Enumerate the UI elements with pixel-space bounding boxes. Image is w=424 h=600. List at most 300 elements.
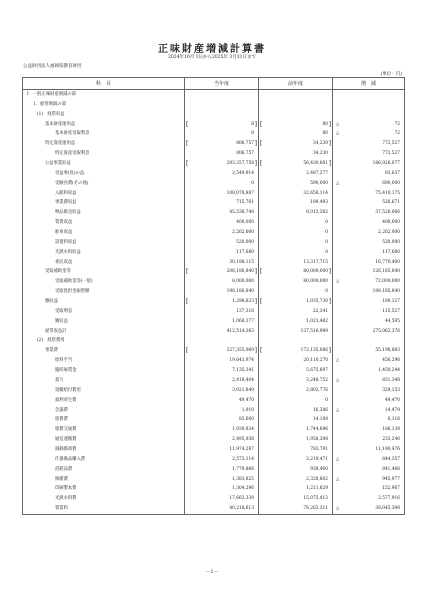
previous-year-amount: 0 (325, 289, 328, 295)
previous-year-amount: 3,248,752 (306, 377, 328, 383)
difference-value (333, 494, 405, 504)
difference-amount: 198,185,840 (372, 289, 400, 295)
table-row (23, 317, 405, 327)
previous-year-amount: 22,341 (312, 308, 328, 314)
current-year-value (185, 139, 259, 149)
previous-year-amount: 938,400 (310, 466, 328, 472)
previous-year-value (259, 504, 333, 514)
table-row (23, 198, 405, 208)
difference-amount: 49,470 (384, 397, 400, 403)
previous-year-value (259, 100, 333, 110)
current-year-value (185, 267, 259, 277)
current-year-value (185, 129, 259, 139)
current-year-value (185, 228, 259, 238)
current-year-value (185, 494, 259, 504)
previous-year-amount: 78,263,311 (303, 506, 328, 512)
previous-year-value (259, 406, 333, 416)
current-year-value (185, 336, 259, 346)
header-account: 科 目 (23, 78, 185, 90)
difference-value (333, 435, 405, 445)
table-row (23, 139, 405, 149)
current-year-value (185, 435, 259, 445)
current-year-amount: 806,757 (236, 151, 254, 157)
current-year-amount: 1,910 (241, 407, 254, 413)
table-row (23, 90, 405, 100)
previous-year-amount: 172,135,086 (300, 348, 328, 354)
table-row (23, 376, 405, 386)
previous-year-amount: 80 (322, 131, 328, 137)
bracket-open: [ (186, 268, 189, 276)
previous-year-amount: 1,958,398 (306, 437, 328, 443)
difference-value (333, 287, 405, 297)
current-year-amount: 49,470 (238, 397, 254, 403)
difference-value (333, 258, 405, 268)
previous-year-value (259, 218, 333, 228)
table-row (23, 307, 405, 317)
current-year-value (185, 189, 259, 199)
header-current-year: 当年度 (185, 78, 259, 90)
current-year-value (185, 218, 259, 228)
account-name: 雑収益 (23, 317, 185, 327)
decrease-triangle-icon: △ (336, 279, 340, 285)
current-year-amount: 400,000 (236, 220, 254, 226)
difference-value (333, 100, 405, 110)
previous-year-value (259, 445, 333, 455)
previous-year-value (259, 455, 333, 465)
previous-year-amount: 80,000,000 (303, 269, 328, 275)
current-year-amount: 1,779,866 (232, 466, 254, 472)
account-name: 給料手当 (23, 356, 185, 366)
difference-value (333, 179, 405, 189)
account-name: 退職給付費用 (23, 386, 185, 396)
statement-table (22, 77, 405, 515)
table-row (23, 189, 405, 199)
table-row (23, 475, 405, 485)
account-name: 受益事(負)の益 (23, 169, 185, 179)
account-name: 事業費 (23, 346, 185, 356)
current-year-amount: 1,304,296 (232, 486, 254, 492)
difference-value (333, 356, 405, 366)
difference-value (333, 297, 405, 307)
bracket-close: ] (254, 298, 257, 306)
difference-amount: 72 (394, 121, 400, 127)
current-year-amount: 293,357,758 (226, 161, 254, 167)
previous-year-value (259, 120, 333, 130)
bracket-open: [ (186, 347, 189, 355)
account-name: 基本財産運用益 (23, 120, 185, 130)
decrease-triangle-icon: △ (336, 131, 340, 137)
bracket-open: [ (186, 120, 189, 128)
decrease-triangle-icon: △ (336, 377, 340, 383)
previous-year-value (259, 376, 333, 386)
table-row (23, 356, 405, 366)
difference-amount: 115,527 (382, 308, 400, 314)
account-name: 会議費 (23, 406, 185, 416)
current-year-value (185, 445, 259, 455)
account-name: 受験食費(その他) (23, 179, 185, 189)
previous-year-value (259, 129, 333, 139)
previous-year-value (259, 179, 333, 189)
current-year-amount: 520,000 (236, 239, 254, 245)
current-year-value (185, 90, 259, 100)
bracket-close: ] (328, 160, 331, 168)
account-name: 光熱水料費 (23, 494, 185, 504)
table-row (23, 169, 405, 179)
previous-year-value (259, 198, 333, 208)
difference-amount: 16,770,400 (375, 259, 400, 265)
difference-amount: 831,348 (382, 377, 400, 383)
previous-year-value (259, 189, 333, 199)
previous-year-value (259, 258, 333, 268)
previous-year-value (259, 415, 333, 425)
difference-amount: 186,138 (382, 427, 400, 433)
previous-year-value (259, 435, 333, 445)
bracket-open: [ (260, 268, 263, 276)
current-year-amount: 83,600 (238, 417, 254, 423)
account-name: 委託収益 (23, 258, 185, 268)
difference-value (333, 327, 405, 337)
current-year-amount: 1,383,825 (232, 476, 254, 482)
difference-value (333, 110, 405, 120)
difference-amount: 772,527 (382, 141, 400, 147)
decrease-triangle-icon: △ (336, 358, 340, 364)
account-name: 特定資産受取利息 (23, 149, 185, 159)
difference-amount: 329,153 (382, 387, 400, 393)
current-year-amount: 2,262,000 (232, 230, 254, 236)
difference-value (333, 208, 405, 218)
difference-amount: 772,527 (382, 151, 400, 157)
difference-value (333, 267, 405, 277)
difference-value (333, 307, 405, 317)
account-name: 入館料収益 (23, 189, 185, 199)
previous-year-amount: 1,744,696 (306, 427, 328, 433)
current-year-amount: 0 (251, 180, 254, 186)
current-year-value (185, 504, 259, 514)
previous-year-value (259, 494, 333, 504)
previous-year-amount: 2,802,776 (306, 387, 328, 393)
table-row (23, 336, 405, 346)
table-row (23, 386, 405, 396)
current-year-amount: 137,316 (236, 308, 254, 314)
current-year-value (185, 208, 259, 218)
decrease-triangle-icon: △ (336, 407, 340, 413)
table-row (23, 494, 405, 504)
account-name: 経常収益計 (23, 327, 185, 337)
previous-year-value (259, 356, 333, 366)
table-row (23, 406, 405, 416)
current-year-value (185, 356, 259, 366)
difference-amount: 6,116 (387, 417, 400, 423)
account-name: 公益事業収益 (23, 159, 185, 169)
decrease-triangle-icon: △ (336, 506, 340, 512)
current-year-amount: 2,495,938 (232, 437, 254, 443)
difference-amount: 37,526,066 (375, 210, 400, 216)
difference-value (333, 277, 405, 287)
account-name: 賃借料 (23, 504, 185, 514)
difference-value (333, 248, 405, 258)
table-row (23, 277, 405, 287)
account-name: 修繕費 (23, 475, 185, 485)
table-row (23, 415, 405, 425)
previous-year-amount: 80 (322, 121, 328, 127)
difference-amount: 945,977 (382, 476, 400, 482)
current-year-amount: 1,068,377 (232, 318, 254, 324)
difference-amount: 1,459,244 (378, 368, 400, 374)
difference-amount: 11,190,476 (375, 446, 400, 452)
current-year-value (185, 258, 259, 268)
difference-amount: 186,926,077 (372, 161, 400, 167)
table-body (23, 90, 405, 515)
current-year-value (185, 465, 259, 475)
table-row (23, 100, 405, 110)
difference-value (333, 198, 405, 208)
difference-amount: 526,671 (382, 200, 400, 206)
table-row (23, 129, 405, 139)
current-year-value (185, 396, 259, 406)
table-row (23, 120, 405, 130)
account-name: 受取補助金等 (23, 267, 185, 277)
table-row (23, 297, 405, 307)
previous-year-amount: 34,230 (312, 151, 328, 157)
previous-year-value (259, 396, 333, 406)
bracket-close: ] (254, 120, 257, 128)
table-row (23, 258, 405, 268)
header-previous-year: 前年度 (259, 78, 333, 90)
difference-amount: 72 (394, 131, 400, 137)
difference-amount: 644,357 (382, 456, 400, 462)
previous-year-value (259, 228, 333, 238)
difference-value (333, 238, 405, 248)
difference-value (333, 396, 405, 406)
difference-value (333, 415, 405, 425)
page-number: －1－ (205, 569, 219, 575)
decrease-triangle-icon: △ (336, 476, 340, 482)
current-year-amount: 8 (251, 121, 254, 127)
previous-year-amount: 34,230 (312, 141, 328, 147)
difference-amount: 456,296 (382, 358, 400, 364)
difference-value (333, 504, 405, 514)
bracket-open: [ (186, 160, 189, 168)
table-row (23, 179, 405, 189)
previous-year-value (259, 208, 333, 218)
previous-year-value (259, 169, 333, 179)
difference-value (333, 149, 405, 159)
difference-value (333, 317, 405, 327)
previous-year-amount: 0 (325, 230, 328, 236)
bracket-close: ] (254, 268, 257, 276)
difference-value (333, 90, 405, 100)
current-year-value (185, 406, 259, 416)
account-name: 賃貸収益 (23, 218, 185, 228)
previous-year-value (259, 238, 333, 248)
previous-year-value (259, 248, 333, 258)
difference-value (333, 346, 405, 356)
current-year-amount: 40,218,613 (229, 506, 254, 512)
difference-amount: 2,577,916 (378, 496, 400, 502)
previous-year-value (259, 346, 333, 356)
previous-year-amount: 1,211,629 (306, 486, 328, 492)
difference-value (333, 129, 405, 139)
current-year-value (185, 366, 259, 376)
table-row (23, 504, 405, 514)
difference-value (333, 336, 405, 346)
current-year-amount: 1,930,834 (232, 427, 254, 433)
current-year-value (185, 415, 259, 425)
difference-amount: 38,045,398 (375, 506, 400, 512)
table-row (23, 238, 405, 248)
table-row (23, 287, 405, 297)
previous-year-value (259, 297, 333, 307)
difference-amount: 126,185,840 (372, 269, 400, 275)
difference-value (333, 218, 405, 228)
decrease-triangle-icon: △ (336, 121, 340, 127)
organization-name: 公益財団法人福岡県教育財団 (23, 64, 82, 69)
bracket-close: ] (328, 268, 331, 276)
fiscal-period: 2024年10月 1日から2025年 3月31日まで (168, 55, 256, 60)
difference-value (333, 139, 405, 149)
previous-year-amount: 783,791 (310, 446, 328, 452)
current-year-amount: 206,186,840 (226, 269, 254, 275)
account-name: 基本財産受取利息 (23, 129, 185, 139)
account-name: 光熱水料収益 (23, 248, 185, 258)
table-row (23, 465, 405, 475)
current-year-amount: 11,974,287 (229, 446, 254, 452)
previous-year-amount: 0 (325, 220, 328, 226)
table-row (23, 208, 405, 218)
table-row (23, 110, 405, 120)
difference-value (333, 406, 405, 416)
current-year-amount: 198,186,840 (226, 289, 254, 295)
previous-year-amount: 8,013,382 (306, 210, 328, 216)
account-name: 消耗品費 (23, 465, 185, 475)
current-year-value (185, 198, 259, 208)
difference-value (333, 189, 405, 199)
current-year-amount: 3,021,849 (232, 387, 254, 393)
table-row (23, 396, 405, 406)
current-year-value (185, 159, 259, 169)
previous-year-amount: 2,328,802 (306, 476, 328, 482)
current-year-amount: 2,572,114 (232, 456, 254, 462)
difference-amount: 180,127 (382, 299, 400, 305)
difference-amount: 275,063,376 (372, 328, 400, 334)
current-year-value (185, 376, 259, 386)
table-row (23, 327, 405, 337)
previous-year-amount: 56,430,681 (303, 161, 328, 167)
difference-amount: 55,198,883 (375, 348, 400, 354)
unit-label: (単位：円) (380, 72, 402, 77)
current-year-amount: 19,643,974 (229, 358, 254, 364)
table-row (23, 455, 405, 465)
account-name: 設置料収益 (23, 238, 185, 248)
difference-value (333, 159, 405, 169)
previous-year-amount: 2,487,277 (306, 170, 328, 176)
difference-amount: 152,967 (382, 486, 400, 492)
previous-year-amount: 0 (325, 397, 328, 403)
bracket-open: [ (260, 298, 263, 306)
account-name: 物品販売収益 (23, 208, 185, 218)
account-name: 臨時雇賃金 (23, 366, 185, 376)
account-name: 特定資産運用益 (23, 139, 185, 149)
account-name: 駐車収益 (23, 228, 185, 238)
difference-amount: 233,240 (382, 437, 400, 443)
difference-value (333, 425, 405, 435)
current-year-value (185, 287, 259, 297)
bracket-open: [ (186, 298, 189, 306)
previous-year-amount: 0 (325, 249, 328, 255)
difference-value (333, 455, 405, 465)
previous-year-value (259, 90, 333, 100)
bracket-close: ] (328, 298, 331, 306)
difference-value (333, 120, 405, 130)
previous-year-amount: 16,386 (312, 407, 328, 413)
previous-year-amount: 3,219,471 (306, 456, 328, 462)
previous-year-value (259, 366, 333, 376)
previous-year-amount: 1,035,730 (306, 299, 328, 305)
table-row (23, 267, 405, 277)
difference-value (333, 366, 405, 376)
current-year-value (185, 110, 259, 120)
current-year-value (185, 169, 259, 179)
bracket-open: [ (260, 160, 263, 168)
current-year-amount: 117,680 (236, 249, 254, 255)
previous-year-value (259, 110, 333, 120)
current-year-value (185, 455, 259, 465)
current-year-amount: 45,538,748 (229, 210, 254, 216)
current-year-value (185, 297, 259, 307)
previous-year-value (259, 465, 333, 475)
previous-year-amount: 590,000 (310, 180, 328, 186)
current-year-amount: 2,418,404 (232, 377, 254, 383)
current-year-value (185, 475, 259, 485)
bracket-close: ] (328, 120, 331, 128)
account-name: 印刷製本費 (23, 484, 185, 494)
current-year-amount: 108,078,887 (226, 190, 254, 196)
previous-year-amount: 15,075,413 (303, 496, 328, 502)
account-name: Ⅰ 一般正味財産増減の部 (23, 90, 185, 100)
account-name: 受取利息 (23, 307, 185, 317)
difference-value (333, 228, 405, 238)
previous-year-value (259, 386, 333, 396)
current-year-value (185, 100, 259, 110)
account-name: 旅費費 (23, 415, 185, 425)
bracket-close: ] (254, 347, 257, 355)
document-title: 正味財産増減計算書 (158, 44, 266, 55)
current-year-value (185, 149, 259, 159)
decrease-triangle-icon: △ (336, 456, 340, 462)
difference-amount: 75,410,175 (375, 190, 400, 196)
current-year-value (185, 484, 259, 494)
difference-amount: 14,479 (384, 407, 400, 413)
table-row (23, 435, 405, 445)
current-year-amount: 715,761 (236, 200, 254, 206)
current-year-value (185, 277, 259, 287)
difference-amount: 690,000 (382, 180, 400, 186)
account-name: 通信運搬費 (23, 435, 185, 445)
account-name: 雑収益 (23, 297, 185, 307)
table-row (23, 425, 405, 435)
difference-value (333, 169, 405, 179)
current-year-amount: 17,663,339 (229, 496, 254, 502)
difference-value (333, 484, 405, 494)
table-row (23, 218, 405, 228)
account-name: 受取負担金振替額 (23, 287, 185, 297)
current-year-value (185, 248, 259, 258)
table-header-row (23, 78, 405, 90)
previous-year-value (259, 327, 333, 337)
previous-year-amount: 14,189 (312, 417, 328, 423)
header-difference: 増 減 (333, 78, 405, 90)
difference-value (333, 465, 405, 475)
